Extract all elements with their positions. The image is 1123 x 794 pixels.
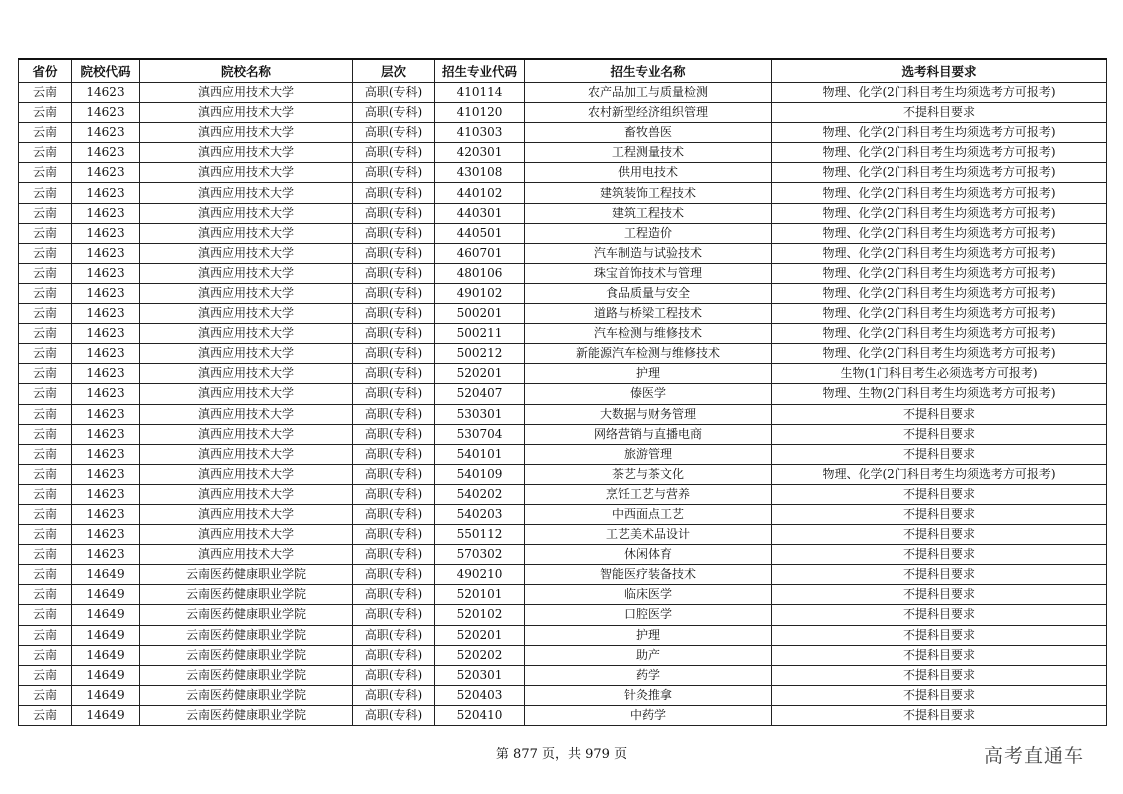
cell-major-name: 傣医学 [525, 384, 772, 404]
cell-school-code: 14623 [72, 404, 140, 424]
cell-province: 云南 [19, 585, 72, 605]
cell-major-name: 建筑装饰工程技术 [525, 183, 772, 203]
cell-school-code: 14649 [72, 645, 140, 665]
cell-subject-requirement: 生物(1门科目考生必须选考方可报考) [772, 364, 1107, 384]
cell-province: 云南 [19, 364, 72, 384]
cell-major-code: 520410 [435, 705, 525, 725]
cell-major-name: 智能医疗装备技术 [525, 565, 772, 585]
cell-school-code: 14623 [72, 83, 140, 103]
cell-province: 云南 [19, 203, 72, 223]
table-row [19, 344, 1107, 364]
cell-major-name: 食品质量与安全 [525, 283, 772, 303]
cell-subject-requirement: 不提科目要求 [772, 103, 1107, 123]
cell-major-name: 珠宝首饰技术与管理 [525, 263, 772, 283]
table-row [19, 645, 1107, 665]
cell-major-code: 520301 [435, 665, 525, 685]
cell-school-name: 滇西应用技术大学 [140, 424, 353, 444]
cell-major-name: 口腔医学 [525, 605, 772, 625]
cell-subject-requirement: 不提科目要求 [772, 605, 1107, 625]
cell-level: 高职(专科) [353, 504, 435, 524]
cell-school-code: 14623 [72, 103, 140, 123]
cell-level: 高职(专科) [353, 324, 435, 344]
cell-school-code: 14623 [72, 283, 140, 303]
table-row [19, 163, 1107, 183]
cell-level: 高职(专科) [353, 163, 435, 183]
cell-major-code: 500211 [435, 324, 525, 344]
cell-school-code: 14623 [72, 364, 140, 384]
cell-province: 云南 [19, 324, 72, 344]
cell-school-name: 滇西应用技术大学 [140, 163, 353, 183]
table-row [19, 585, 1107, 605]
cell-school-name: 滇西应用技术大学 [140, 545, 353, 565]
cell-level: 高职(专科) [353, 565, 435, 585]
cell-major-name: 农村新型经济组织管理 [525, 103, 772, 123]
cell-major-name: 助产 [525, 645, 772, 665]
cell-major-code: 520403 [435, 685, 525, 705]
cell-subject-requirement: 不提科目要求 [772, 484, 1107, 504]
cell-school-name: 云南医药健康职业学院 [140, 685, 353, 705]
cell-province: 云南 [19, 163, 72, 183]
cell-school-code: 14623 [72, 464, 140, 484]
cell-major-code: 430108 [435, 163, 525, 183]
cell-province: 云南 [19, 645, 72, 665]
cell-school-name: 云南医药健康职业学院 [140, 565, 353, 585]
cell-school-code: 14623 [72, 123, 140, 143]
cell-major-name: 大数据与财务管理 [525, 404, 772, 424]
cell-major-code: 410303 [435, 123, 525, 143]
cell-school-code: 14623 [72, 525, 140, 545]
cell-school-code: 14623 [72, 444, 140, 464]
cell-major-code: 490210 [435, 565, 525, 585]
header-subject-requirement: 选考科目要求 [772, 59, 1107, 83]
header-province: 省份 [19, 59, 72, 83]
cell-level: 高职(专科) [353, 424, 435, 444]
cell-major-code: 520407 [435, 384, 525, 404]
cell-level: 高职(专科) [353, 645, 435, 665]
cell-subject-requirement: 不提科目要求 [772, 625, 1107, 645]
cell-school-name: 云南医药健康职业学院 [140, 665, 353, 685]
cell-province: 云南 [19, 565, 72, 585]
cell-major-name: 网络营销与直播电商 [525, 424, 772, 444]
cell-level: 高职(专科) [353, 243, 435, 263]
cell-school-code: 14623 [72, 424, 140, 444]
cell-school-name: 滇西应用技术大学 [140, 123, 353, 143]
cell-major-name: 汽车制造与试验技术 [525, 243, 772, 263]
cell-major-name: 畜牧兽医 [525, 123, 772, 143]
cell-subject-requirement: 不提科目要求 [772, 665, 1107, 685]
cell-school-name: 滇西应用技术大学 [140, 283, 353, 303]
cell-subject-requirement: 不提科目要求 [772, 565, 1107, 585]
cell-school-code: 14623 [72, 344, 140, 364]
cell-subject-requirement: 物理、化学(2门科目考生均须选考方可报考) [772, 203, 1107, 223]
cell-province: 云南 [19, 183, 72, 203]
cell-level: 高职(专科) [353, 464, 435, 484]
cell-subject-requirement: 物理、生物(2门科目考生均须选考方可报考) [772, 384, 1107, 404]
cell-province: 云南 [19, 424, 72, 444]
table-row [19, 525, 1107, 545]
cell-province: 云南 [19, 384, 72, 404]
cell-major-code: 530704 [435, 424, 525, 444]
cell-subject-requirement: 不提科目要求 [772, 705, 1107, 725]
cell-major-code: 440301 [435, 203, 525, 223]
cell-province: 云南 [19, 705, 72, 725]
cell-subject-requirement: 物理、化学(2门科目考生均须选考方可报考) [772, 143, 1107, 163]
header-level: 层次 [353, 59, 435, 83]
cell-school-code: 14623 [72, 163, 140, 183]
cell-school-code: 14649 [72, 705, 140, 725]
table-row [19, 665, 1107, 685]
cell-level: 高职(专科) [353, 605, 435, 625]
cell-school-name: 滇西应用技术大学 [140, 324, 353, 344]
cell-major-code: 520201 [435, 364, 525, 384]
cell-subject-requirement: 物理、化学(2门科目考生均须选考方可报考) [772, 263, 1107, 283]
cell-major-name: 护理 [525, 364, 772, 384]
cell-school-code: 14623 [72, 545, 140, 565]
cell-province: 云南 [19, 665, 72, 685]
watermark-logo: 高考直通车 [984, 745, 1085, 767]
cell-level: 高职(专科) [353, 665, 435, 685]
header-school-code: 院校代码 [72, 59, 140, 83]
table-row [19, 444, 1107, 464]
cell-province: 云南 [19, 685, 72, 705]
table-row [19, 565, 1107, 585]
cell-level: 高职(专科) [353, 705, 435, 725]
cell-level: 高职(专科) [353, 83, 435, 103]
cell-school-name: 滇西应用技术大学 [140, 143, 353, 163]
cell-major-name: 药学 [525, 665, 772, 685]
cell-school-code: 14649 [72, 585, 140, 605]
cell-school-name: 滇西应用技术大学 [140, 484, 353, 504]
cell-major-name: 汽车检测与维修技术 [525, 324, 772, 344]
cell-subject-requirement: 不提科目要求 [772, 444, 1107, 464]
cell-school-name: 云南医药健康职业学院 [140, 625, 353, 645]
cell-school-name: 滇西应用技术大学 [140, 203, 353, 223]
cell-level: 高职(专科) [353, 223, 435, 243]
cell-school-name: 滇西应用技术大学 [140, 464, 353, 484]
cell-subject-requirement: 不提科目要求 [772, 645, 1107, 665]
cell-province: 云南 [19, 223, 72, 243]
table-row [19, 384, 1107, 404]
cell-subject-requirement: 物理、化学(2门科目考生均须选考方可报考) [772, 304, 1107, 324]
cell-subject-requirement: 不提科目要求 [772, 545, 1107, 565]
cell-province: 云南 [19, 504, 72, 524]
cell-province: 云南 [19, 243, 72, 263]
cell-major-name: 中西面点工艺 [525, 504, 772, 524]
table-row [19, 464, 1107, 484]
cell-major-code: 530301 [435, 404, 525, 424]
cell-school-code: 14623 [72, 504, 140, 524]
cell-school-name: 云南医药健康职业学院 [140, 605, 353, 625]
cell-major-name: 针灸推拿 [525, 685, 772, 705]
table-header-row [19, 59, 1107, 83]
cell-major-code: 460701 [435, 243, 525, 263]
cell-school-code: 14623 [72, 143, 140, 163]
cell-school-name: 滇西应用技术大学 [140, 243, 353, 263]
cell-level: 高职(专科) [353, 183, 435, 203]
table-row [19, 183, 1107, 203]
cell-province: 云南 [19, 484, 72, 504]
table-row [19, 223, 1107, 243]
cell-subject-requirement: 物理、化学(2门科目考生均须选考方可报考) [772, 243, 1107, 263]
cell-major-code: 520102 [435, 605, 525, 625]
table-row [19, 203, 1107, 223]
admission-table [18, 58, 1107, 726]
cell-major-code: 540202 [435, 484, 525, 504]
cell-major-name: 工程造价 [525, 223, 772, 243]
cell-province: 云南 [19, 83, 72, 103]
page-number: 第 877 页，共 979 页 [495, 747, 628, 762]
cell-school-name: 滇西应用技术大学 [140, 364, 353, 384]
cell-subject-requirement: 物理、化学(2门科目考生均须选考方可报考) [772, 344, 1107, 364]
cell-level: 高职(专科) [353, 525, 435, 545]
cell-major-name: 农产品加工与质量检测 [525, 83, 772, 103]
table-body [19, 83, 1107, 726]
cell-major-name: 供用电技术 [525, 163, 772, 183]
cell-subject-requirement: 不提科目要求 [772, 525, 1107, 545]
cell-level: 高职(专科) [353, 263, 435, 283]
cell-school-code: 14649 [72, 685, 140, 705]
cell-school-name: 云南医药健康职业学院 [140, 585, 353, 605]
header-major-code: 招生专业代码 [435, 59, 525, 83]
cell-major-code: 480106 [435, 263, 525, 283]
cell-subject-requirement: 不提科目要求 [772, 404, 1107, 424]
cell-major-code: 520101 [435, 585, 525, 605]
cell-province: 云南 [19, 263, 72, 283]
cell-school-name: 滇西应用技术大学 [140, 344, 353, 364]
cell-subject-requirement: 不提科目要求 [772, 504, 1107, 524]
cell-subject-requirement: 不提科目要求 [772, 685, 1107, 705]
table-row [19, 263, 1107, 283]
cell-school-name: 云南医药健康职业学院 [140, 705, 353, 725]
cell-school-code: 14623 [72, 263, 140, 283]
header-school-name: 院校名称 [140, 59, 353, 83]
cell-subject-requirement: 物理、化学(2门科目考生均须选考方可报考) [772, 123, 1107, 143]
cell-province: 云南 [19, 143, 72, 163]
cell-province: 云南 [19, 464, 72, 484]
cell-major-name: 道路与桥梁工程技术 [525, 304, 772, 324]
cell-province: 云南 [19, 283, 72, 303]
table-row [19, 103, 1107, 123]
cell-major-name: 临床医学 [525, 585, 772, 605]
cell-major-name: 工程测量技术 [525, 143, 772, 163]
cell-level: 高职(专科) [353, 404, 435, 424]
cell-major-code: 420301 [435, 143, 525, 163]
cell-province: 云南 [19, 545, 72, 565]
cell-school-code: 14623 [72, 243, 140, 263]
cell-major-code: 440501 [435, 223, 525, 243]
cell-major-code: 540109 [435, 464, 525, 484]
cell-subject-requirement: 物理、化学(2门科目考生均须选考方可报考) [772, 283, 1107, 303]
cell-school-name: 滇西应用技术大学 [140, 103, 353, 123]
cell-major-code: 440102 [435, 183, 525, 203]
cell-level: 高职(专科) [353, 444, 435, 464]
cell-school-name: 滇西应用技术大学 [140, 504, 353, 524]
cell-school-name: 滇西应用技术大学 [140, 223, 353, 243]
cell-school-code: 14623 [72, 304, 140, 324]
cell-province: 云南 [19, 304, 72, 324]
cell-level: 高职(专科) [353, 685, 435, 705]
cell-school-code: 14623 [72, 384, 140, 404]
cell-school-name: 云南医药健康职业学院 [140, 645, 353, 665]
cell-school-name: 滇西应用技术大学 [140, 83, 353, 103]
cell-subject-requirement: 物理、化学(2门科目考生均须选考方可报考) [772, 464, 1107, 484]
cell-major-code: 410120 [435, 103, 525, 123]
cell-major-code: 500201 [435, 304, 525, 324]
cell-subject-requirement: 物理、化学(2门科目考生均须选考方可报考) [772, 163, 1107, 183]
cell-level: 高职(专科) [353, 344, 435, 364]
cell-school-name: 滇西应用技术大学 [140, 183, 353, 203]
cell-school-name: 滇西应用技术大学 [140, 304, 353, 324]
table-row [19, 364, 1107, 384]
cell-subject-requirement: 物理、化学(2门科目考生均须选考方可报考) [772, 183, 1107, 203]
cell-school-name: 滇西应用技术大学 [140, 525, 353, 545]
cell-school-name: 滇西应用技术大学 [140, 384, 353, 404]
cell-major-name: 新能源汽车检测与维修技术 [525, 344, 772, 364]
cell-level: 高职(专科) [353, 484, 435, 504]
cell-major-code: 490102 [435, 283, 525, 303]
cell-province: 云南 [19, 525, 72, 545]
cell-level: 高职(专科) [353, 545, 435, 565]
cell-major-code: 570302 [435, 545, 525, 565]
cell-school-code: 14649 [72, 665, 140, 685]
table-row [19, 143, 1107, 163]
cell-level: 高职(专科) [353, 203, 435, 223]
cell-school-name: 滇西应用技术大学 [140, 444, 353, 464]
table-row [19, 504, 1107, 524]
cell-major-code: 520202 [435, 645, 525, 665]
table-row [19, 605, 1107, 625]
cell-level: 高职(专科) [353, 304, 435, 324]
cell-subject-requirement: 不提科目要求 [772, 585, 1107, 605]
cell-major-code: 540101 [435, 444, 525, 464]
cell-school-code: 14649 [72, 625, 140, 645]
table-row [19, 283, 1107, 303]
cell-province: 云南 [19, 625, 72, 645]
cell-school-code: 14649 [72, 565, 140, 585]
table-row [19, 123, 1107, 143]
cell-level: 高职(专科) [353, 625, 435, 645]
cell-province: 云南 [19, 605, 72, 625]
table-row [19, 83, 1107, 103]
cell-school-code: 14649 [72, 605, 140, 625]
table-row [19, 484, 1107, 504]
cell-level: 高职(专科) [353, 103, 435, 123]
cell-level: 高职(专科) [353, 143, 435, 163]
cell-major-code: 410114 [435, 83, 525, 103]
cell-level: 高职(专科) [353, 283, 435, 303]
cell-major-name: 中药学 [525, 705, 772, 725]
cell-school-code: 14623 [72, 324, 140, 344]
cell-major-code: 520201 [435, 625, 525, 645]
table-row [19, 625, 1107, 645]
cell-subject-requirement: 物理、化学(2门科目考生均须选考方可报考) [772, 223, 1107, 243]
cell-major-code: 550112 [435, 525, 525, 545]
cell-level: 高职(专科) [353, 123, 435, 143]
cell-province: 云南 [19, 404, 72, 424]
table-row [19, 685, 1107, 705]
cell-major-name: 休闲体育 [525, 545, 772, 565]
cell-province: 云南 [19, 444, 72, 464]
cell-province: 云南 [19, 344, 72, 364]
cell-subject-requirement: 物理、化学(2门科目考生均须选考方可报考) [772, 83, 1107, 103]
cell-major-code: 540203 [435, 504, 525, 524]
table-row [19, 424, 1107, 444]
cell-province: 云南 [19, 123, 72, 143]
cell-subject-requirement: 物理、化学(2门科目考生均须选考方可报考) [772, 324, 1107, 344]
cell-major-name: 旅游管理 [525, 444, 772, 464]
cell-major-name: 工艺美术品设计 [525, 525, 772, 545]
cell-level: 高职(专科) [353, 384, 435, 404]
cell-school-code: 14623 [72, 203, 140, 223]
cell-level: 高职(专科) [353, 364, 435, 384]
cell-major-name: 建筑工程技术 [525, 203, 772, 223]
table-row [19, 545, 1107, 565]
table-row [19, 243, 1107, 263]
cell-major-name: 护理 [525, 625, 772, 645]
cell-school-name: 滇西应用技术大学 [140, 404, 353, 424]
cell-school-code: 14623 [72, 223, 140, 243]
table-row [19, 324, 1107, 344]
table-row [19, 304, 1107, 324]
header-major-name: 招生专业名称 [525, 59, 772, 83]
cell-school-code: 14623 [72, 183, 140, 203]
cell-major-name: 茶艺与茶文化 [525, 464, 772, 484]
table-row [19, 404, 1107, 424]
cell-province: 云南 [19, 103, 72, 123]
cell-school-name: 滇西应用技术大学 [140, 263, 353, 283]
cell-major-code: 500212 [435, 344, 525, 364]
table-row [19, 705, 1107, 725]
cell-level: 高职(专科) [353, 585, 435, 605]
cell-subject-requirement: 不提科目要求 [772, 424, 1107, 444]
cell-major-name: 烹饪工艺与营养 [525, 484, 772, 504]
cell-school-code: 14623 [72, 484, 140, 504]
